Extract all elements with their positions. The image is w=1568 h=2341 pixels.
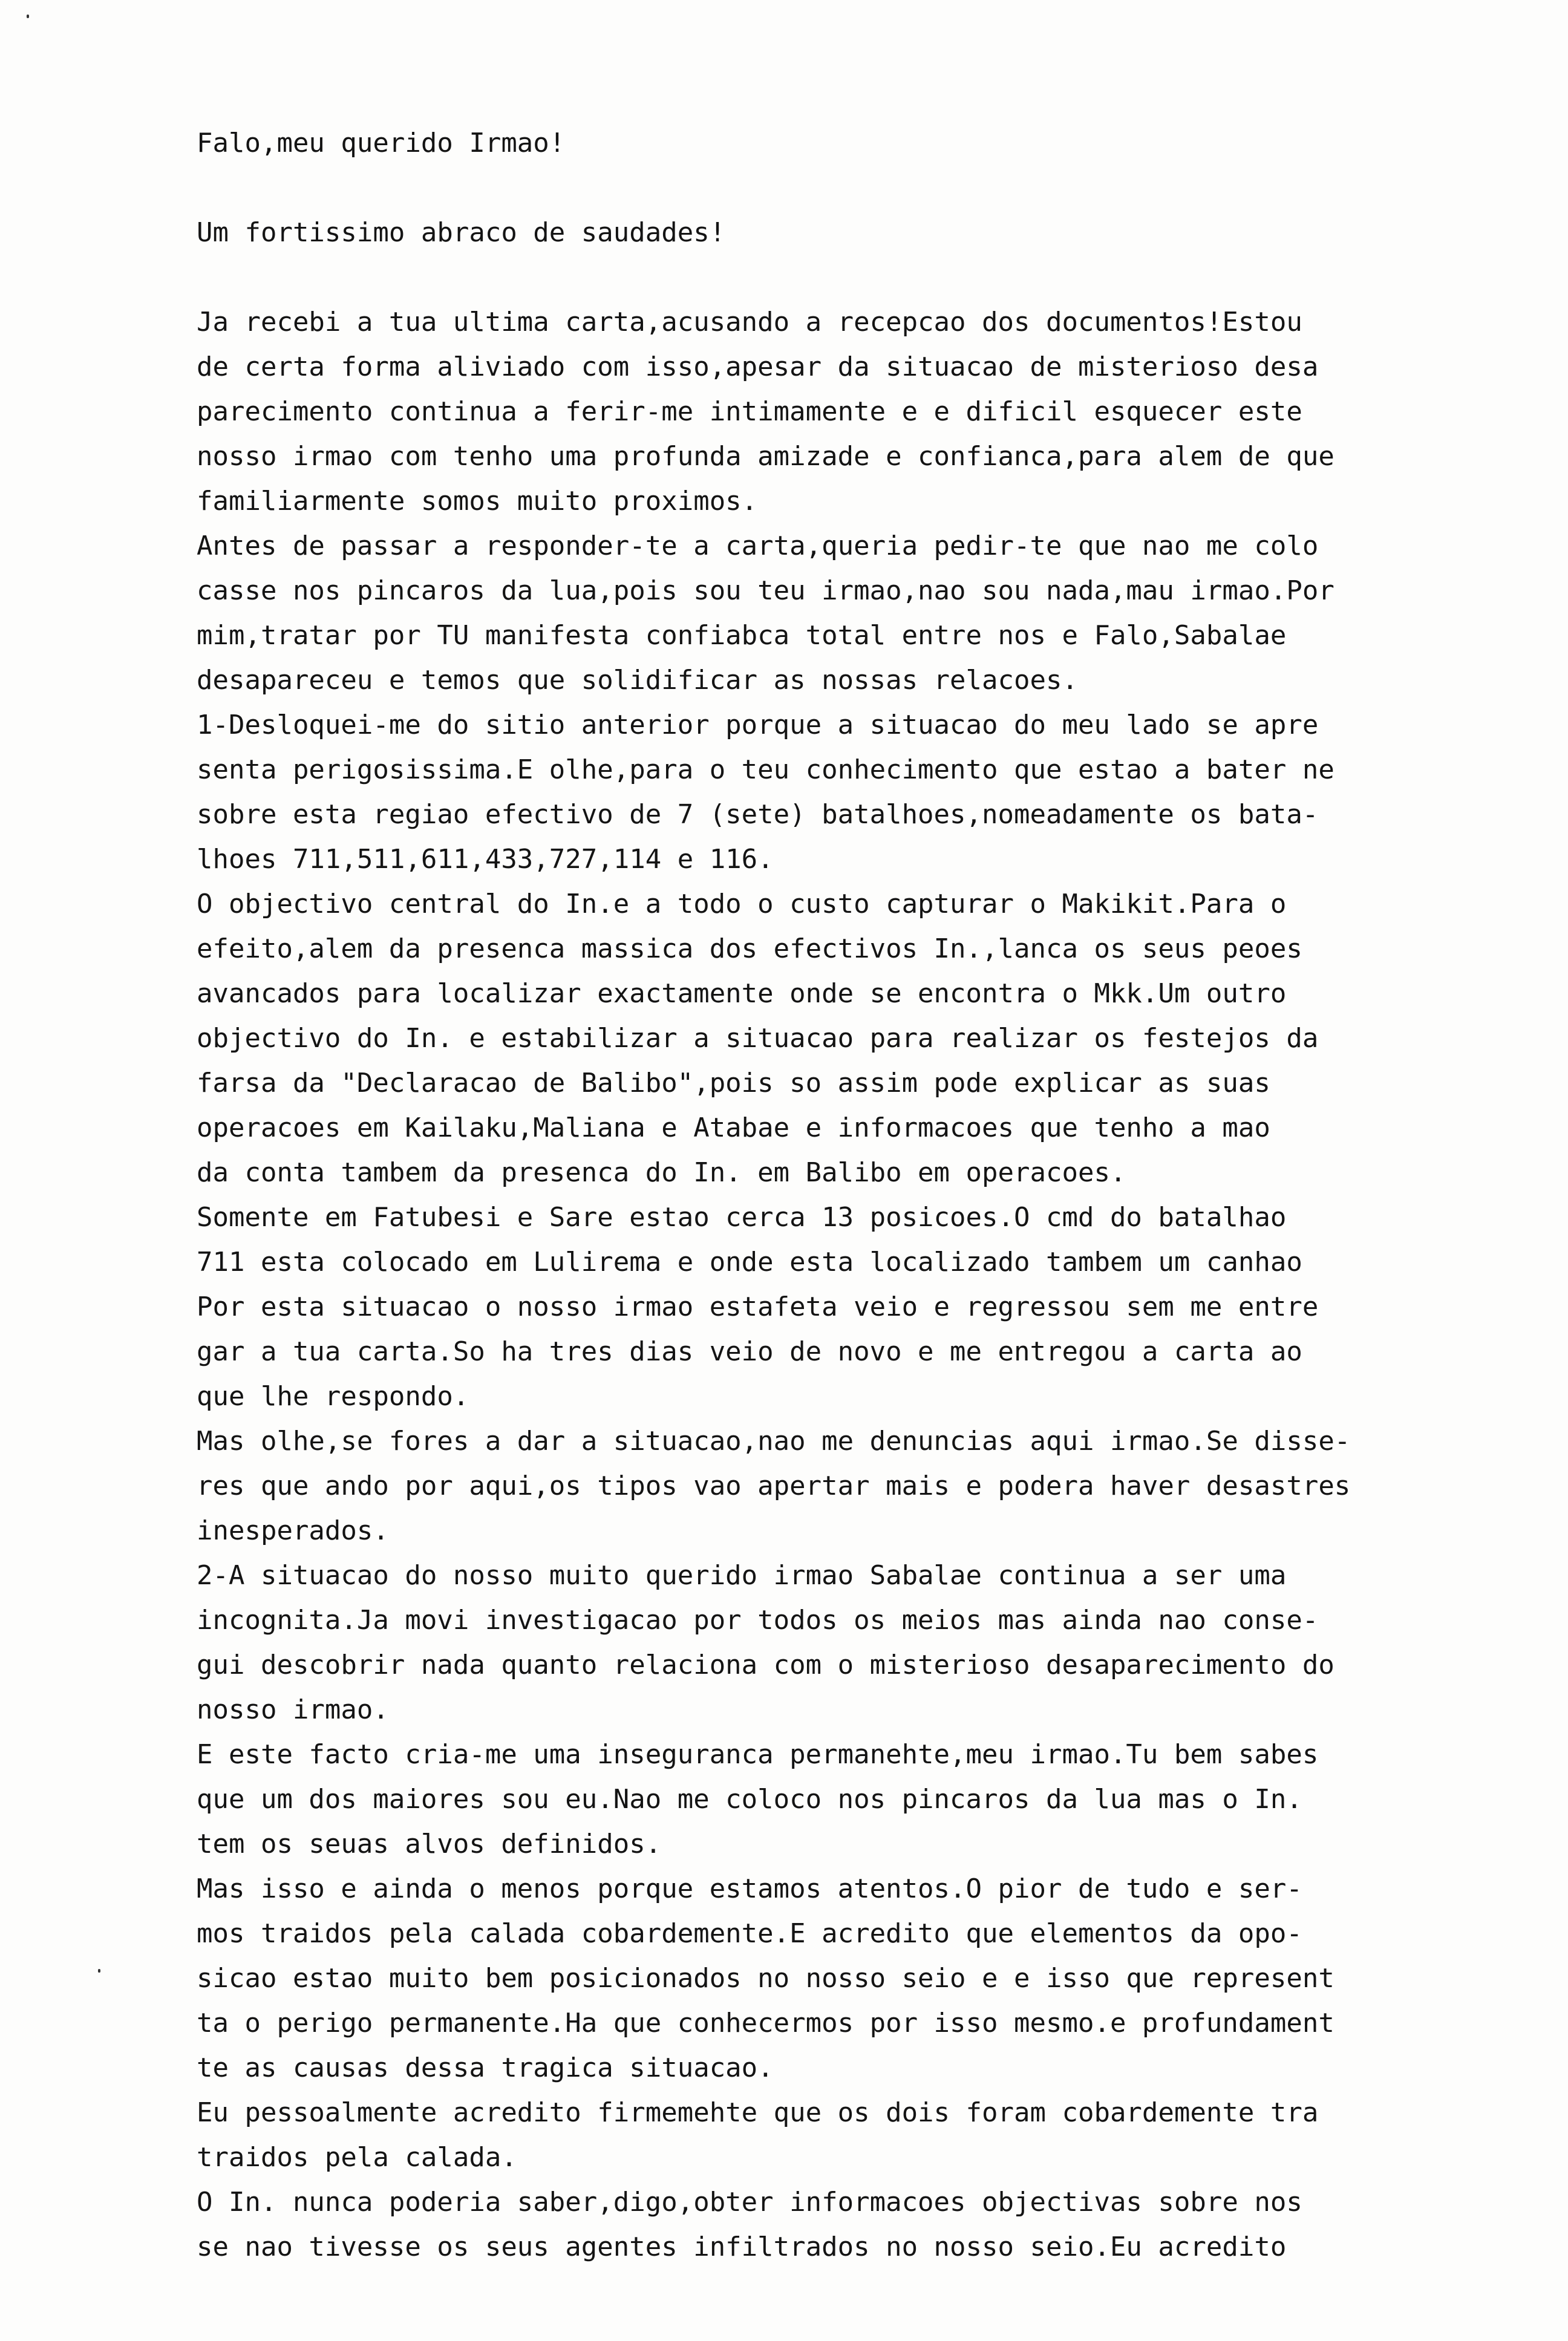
- body-line: te as causas dessa tragica situacao.: [197, 2052, 774, 2083]
- body-line: que lhe respondo.: [197, 1381, 469, 1412]
- body-line: 1-Desloquei-me do sitio anterior porque a situacao do meu lado se apre: [197, 710, 1319, 740]
- body-line: objectivo do In. e estabilizar a situacao para realizar os festejos da: [197, 1023, 1319, 1054]
- letter-opening: Um fortissimo abraco de saudades!: [197, 217, 726, 248]
- body-line: 711 esta colocado em Lulirema e onde esta localizado tambem um canhao: [197, 1247, 1302, 1278]
- body-line: Ja recebi a tua ultima carta,acusando a recepcao dos documentos!Estou: [197, 307, 1302, 338]
- body-line: mos traidos pela calada cobardemente.E acredito que elementos da opo-: [197, 1918, 1302, 1949]
- body-line: familiarmente somos muito proximos.: [197, 486, 758, 517]
- blank-line: [197, 166, 1491, 211]
- body-line: mim,tratar por TU manifesta confiabca total entre nos e Falo,Sabalae: [197, 620, 1287, 651]
- body-line: O objectivo central do In.e a todo o custo capturar o Makikit.Para o: [197, 889, 1287, 919]
- body-line: E este facto cria-me uma inseguranca permanehte,meu irmao.Tu bem sabes: [197, 1739, 1319, 1770]
- body-line: traidos pela calada.: [197, 2142, 517, 2173]
- body-line: parecimento continua a ferir-me intimamente e e dificil esquecer este: [197, 396, 1302, 427]
- body-line: de certa forma aliviado com isso,apesar da situacao de misterioso desa: [197, 351, 1319, 382]
- letter-text: [197, 121, 1491, 2270]
- body-line: avancados para localizar exactamente onde se encontra o Mkk.Um outro: [197, 978, 1287, 1009]
- body-line: Por esta situacao o nosso irmao estafeta veio e regressou sem me entre: [197, 1291, 1319, 1322]
- paper-speck: [98, 1969, 100, 1973]
- body-line: sicao estao muito bem posicionados no nosso seio e e isso que represent: [197, 1963, 1334, 1994]
- body-line: lhoes 711,511,611,433,727,114 e 116.: [197, 844, 774, 875]
- paper-speck: [27, 15, 29, 18]
- body-line: nosso irmao com tenho uma profunda amizade e confianca,para alem de que: [197, 441, 1334, 472]
- body-line: Somente em Fatubesi e Sare estao cerca 13 posicoes.O cmd do batalhao: [197, 1202, 1287, 1233]
- body-line: nosso irmao.: [197, 1694, 389, 1725]
- body-line: tem os seuas alvos definidos.: [197, 1829, 662, 1859]
- body-line: da conta tambem da presenca do In. em Balibo em operacoes.: [197, 1157, 1126, 1188]
- body-line: gui descobrir nada quanto relaciona com o misterioso desaparecimento do: [197, 1650, 1334, 1680]
- blank-line: [197, 255, 1491, 300]
- body-line: Antes de passar a responder-te a carta,queria pedir-te que nao me colo: [197, 531, 1319, 561]
- body-line: inesperados.: [197, 1515, 389, 1546]
- body-line: incognita.Ja movi investigacao por todos os meios mas ainda nao conse-: [197, 1605, 1319, 1636]
- body-line: Eu pessoalmente acredito firmemehte que os dois foram cobardemente tra: [197, 2097, 1319, 2128]
- body-line: que um dos maiores sou eu.Nao me coloco nos pincaros da lua mas o In.: [197, 1784, 1302, 1815]
- body-line: 2-A situacao do nosso muito querido irmao Sabalae continua a ser uma: [197, 1560, 1287, 1591]
- body-line: farsa da "Declaracao de Balibo",pois so assim pode explicar as suas: [197, 1068, 1270, 1099]
- body-line: casse nos pincaros da lua,pois sou teu irmao,nao sou nada,mau irmao.Por: [197, 575, 1334, 606]
- letter-greeting: Falo,meu querido Irmao!: [197, 128, 566, 158]
- body-line: efeito,alem da presenca massica dos efectivos In.,lanca os seus peoes: [197, 933, 1302, 964]
- body-line: sobre esta regiao efectivo de 7 (sete) batalhoes,nomeadamente os bata-: [197, 799, 1319, 830]
- body-line: se nao tivesse os seus agentes infiltrados no nosso seio.Eu acredito: [197, 2232, 1287, 2262]
- body-line: res que ando por aqui,os tipos vao apertar mais e podera haver desastres: [197, 1471, 1351, 1501]
- body-line: operacoes em Kailaku,Maliana e Atabae e informacoes que tenho a mao: [197, 1112, 1270, 1143]
- body-line: desapareceu e temos que solidificar as nossas relacoes.: [197, 665, 1078, 696]
- body-line: Mas olhe,se fores a dar a situacao,nao me denuncias aqui irmao.Se disse-: [197, 1426, 1351, 1457]
- body-line: Mas isso e ainda o menos porque estamos atentos.O pior de tudo e ser-: [197, 1873, 1302, 1904]
- body-line: gar a tua carta.So ha tres dias veio de novo e me entregou a carta ao: [197, 1336, 1302, 1367]
- body-line: senta perigosissima.E olhe,para o teu conhecimento que estao a bater ne: [197, 754, 1334, 785]
- body-line: ta o perigo permanente.Ha que conhecermos por isso mesmo.e profundament: [197, 2008, 1334, 2039]
- body-line: O In. nunca poderia saber,digo,obter informacoes objectivas sobre nos: [197, 2187, 1302, 2218]
